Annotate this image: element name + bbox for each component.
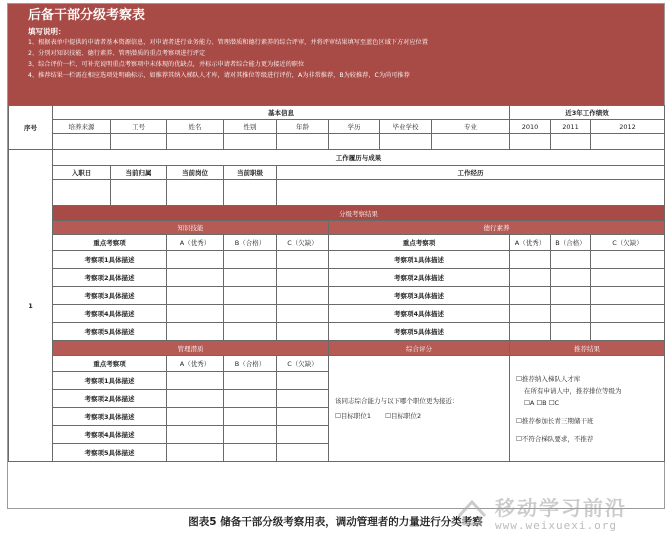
not-recommend-checkbox[interactable]: ☐不符合梯队要求，不推荐 (516, 434, 594, 443)
assessment-item: 考察项3具体描述 (53, 408, 167, 426)
grade-cell[interactable] (510, 305, 551, 323)
assessment-item: 考察项4具体描述 (329, 305, 510, 323)
results-band: 分级考察结果 (53, 206, 665, 221)
input-cell[interactable] (53, 134, 111, 150)
grade-b-header: B（合格） (224, 356, 277, 372)
recommend-result-cell[interactable] (510, 356, 665, 462)
work-history-header: 工作履历与成果 (53, 150, 665, 166)
input-cell[interactable] (111, 180, 167, 206)
col-education: 学历 (329, 120, 380, 134)
recommend-talent-pool-checkbox[interactable]: ☐推荐纳入梯队人才库 (516, 374, 581, 383)
input-cell[interactable] (551, 134, 591, 150)
input-cell[interactable] (167, 134, 224, 150)
recommend-rank-text: 在所有申请人中，推荐排位等级为 (524, 386, 622, 395)
grade-cell[interactable] (277, 305, 329, 323)
col-year-2011: 2011 (551, 120, 591, 134)
grade-cell[interactable] (591, 323, 665, 341)
instruction-line: 2、分别对知识技能、德行素养、管理潜质的重点考察项进行评定 (28, 50, 206, 57)
grade-cell[interactable] (224, 426, 277, 444)
grade-cell[interactable] (167, 426, 224, 444)
recommend-training-checkbox[interactable]: ☐推荐参加长青三期储干班 (516, 416, 594, 425)
grade-b-header: B（合格） (551, 235, 591, 251)
instructions-heading: 填写说明： (28, 27, 66, 36)
input-cell[interactable] (53, 180, 111, 206)
grade-cell[interactable] (224, 372, 277, 390)
watermark (455, 492, 665, 536)
grade-a-header: A（优秀） (167, 235, 224, 251)
grade-cell[interactable] (224, 269, 277, 287)
key-item-header: 重点考察项 (53, 356, 167, 372)
grade-c-header: C（欠缺） (591, 235, 665, 251)
instruction-line: 4、推荐结果一栏需在相应选项处明确标示，如推荐其纳入梯队人才库，请对其推位等级进行评价，A为非常推荐，B为较推荐，C为尚可推荐 (28, 72, 410, 79)
watermark-text: 移动学习前沿 (495, 496, 627, 520)
grade-cell[interactable] (167, 251, 224, 269)
input-cell[interactable] (111, 134, 167, 150)
input-cell[interactable] (329, 134, 380, 150)
input-cell[interactable] (167, 180, 224, 206)
col-gender: 性别 (224, 120, 277, 134)
grade-cell[interactable] (224, 287, 277, 305)
grade-cell[interactable] (277, 390, 329, 408)
assessment-item: 考察项1具体描述 (329, 251, 510, 269)
grade-a-header: A（优秀） (510, 235, 551, 251)
grade-cell[interactable] (277, 251, 329, 269)
grade-cell[interactable] (551, 323, 591, 341)
input-cell[interactable] (510, 134, 551, 150)
grade-cell[interactable] (277, 323, 329, 341)
grade-cell[interactable] (591, 287, 665, 305)
grade-cell[interactable] (510, 251, 551, 269)
input-cell[interactable] (277, 180, 665, 206)
seq-header: 序号 (9, 106, 53, 150)
virtue-band: 德行素养 (329, 221, 665, 235)
grade-cell[interactable] (167, 408, 224, 426)
grade-cell[interactable] (167, 269, 224, 287)
grade-cell[interactable] (167, 372, 224, 390)
instruction-line: 3、综合评价一栏，可补充说明重点考察项中未体现的优缺点，并标示申请者综合能力更为接近的职位 (28, 61, 305, 68)
col-work-experience: 工作经历 (277, 166, 665, 180)
key-item-header: 重点考察项 (53, 235, 167, 251)
grade-cell[interactable] (277, 287, 329, 305)
assessment-item: 考察项2具体描述 (53, 269, 167, 287)
form-banner (8, 4, 664, 105)
input-cell[interactable] (277, 134, 329, 150)
col-year-2012: 2012 (591, 120, 665, 134)
input-cell[interactable] (380, 134, 432, 150)
assessment-item: 考察项4具体描述 (53, 426, 167, 444)
col-major: 专业 (432, 120, 510, 134)
col-rank: 当前职级 (224, 166, 277, 180)
grade-cell[interactable] (224, 444, 277, 462)
grade-c-header: C（欠缺） (277, 356, 329, 372)
grade-a-header: A（优秀） (167, 356, 224, 372)
grade-cell[interactable] (277, 408, 329, 426)
overall-band: 综合评分 (329, 341, 510, 356)
grade-cell[interactable] (224, 305, 277, 323)
target-position-2-checkbox[interactable]: ☐目标职位2 (385, 412, 422, 420)
row-number: 1 (9, 150, 53, 462)
watermark-logo-icon (455, 494, 489, 528)
grade-cell[interactable] (551, 305, 591, 323)
form-title: 后备干部分级考察表 (28, 8, 146, 23)
col-age: 年龄 (277, 120, 329, 134)
grade-cell[interactable] (224, 251, 277, 269)
grade-cell[interactable] (224, 323, 277, 341)
grade-cell[interactable] (510, 323, 551, 341)
grade-cell[interactable] (167, 390, 224, 408)
grade-cell[interactable] (510, 287, 551, 305)
input-cell[interactable] (432, 134, 510, 150)
assessment-item: 考察项5具体描述 (329, 323, 510, 341)
grade-cell[interactable] (167, 323, 224, 341)
grade-cell[interactable] (591, 269, 665, 287)
recommend-band: 推荐结果 (510, 341, 665, 356)
grade-cell[interactable] (591, 305, 665, 323)
input-cell[interactable] (224, 180, 277, 206)
col-source: 培养来源 (53, 120, 111, 134)
assessment-item: 考察项4具体描述 (53, 305, 167, 323)
grade-cell[interactable] (167, 305, 224, 323)
assessment-item: 考察项2具体描述 (329, 269, 510, 287)
col-year-2010: 2010 (510, 120, 551, 134)
grade-cell[interactable] (167, 444, 224, 462)
grade-cell[interactable] (277, 426, 329, 444)
col-name: 姓名 (167, 120, 224, 134)
assessment-item: 考察项3具体描述 (329, 287, 510, 305)
assessment-table (8, 105, 665, 462)
input-cell[interactable] (591, 134, 665, 150)
assessment-item: 考察项1具体描述 (53, 372, 167, 390)
col-department: 当前归属 (111, 166, 167, 180)
figure-caption: 图表5 储备干部分级考察用表，调动管理者的力量进行分类考察 (188, 516, 483, 528)
instruction-line: 1、根据表单中提供的申请者基本资源信息，对申请者进行业务能力、管理潜质和德行素养的综合评审，并将评审结果填写至蓝色区域下方对应位置 (28, 39, 428, 46)
grade-cell[interactable] (551, 251, 591, 269)
grade-cell[interactable] (167, 287, 224, 305)
col-employee-id: 工号 (111, 120, 167, 134)
grade-c-header: C（欠缺） (277, 235, 329, 251)
grade-b-header: B（合格） (224, 235, 277, 251)
grade-cell[interactable] (510, 269, 551, 287)
assessment-form (7, 3, 665, 509)
grade-cell[interactable] (224, 408, 277, 426)
grade-cell[interactable] (277, 269, 329, 287)
grade-cell[interactable] (224, 390, 277, 408)
management-band: 管理潜质 (53, 341, 329, 356)
recommend-rank-checkboxes[interactable]: ☐A ☐B ☐C (524, 398, 560, 407)
grade-cell[interactable] (551, 269, 591, 287)
grade-cell[interactable] (591, 251, 665, 269)
assessment-item: 考察项2具体描述 (53, 390, 167, 408)
key-item-header: 重点考察项 (329, 235, 510, 251)
overall-question: 该同志综合能力与以下哪个职位更为接近： (335, 397, 459, 405)
performance-header: 近3年工作绩效 (510, 106, 665, 120)
target-position-1-checkbox[interactable]: ☐目标职位1 (335, 412, 371, 420)
col-school: 毕业学校 (380, 120, 432, 134)
basic-info-header: 基本信息 (53, 106, 510, 120)
overall-evaluation-cell[interactable] (329, 356, 510, 462)
grade-cell[interactable] (551, 287, 591, 305)
knowledge-band: 知识技能 (53, 221, 329, 235)
grade-cell[interactable] (277, 372, 329, 390)
grade-cell[interactable] (277, 444, 329, 462)
col-position: 当前岗位 (167, 166, 224, 180)
input-cell[interactable] (224, 134, 277, 150)
assessment-item: 考察项1具体描述 (53, 251, 167, 269)
col-hire-date: 入职日 (53, 166, 111, 180)
watermark-url: www.weixuexi.org (495, 519, 617, 532)
assessment-item: 考察项3具体描述 (53, 287, 167, 305)
assessment-item: 考察项5具体描述 (53, 323, 167, 341)
assessment-item: 考察项5具体描述 (53, 444, 167, 462)
